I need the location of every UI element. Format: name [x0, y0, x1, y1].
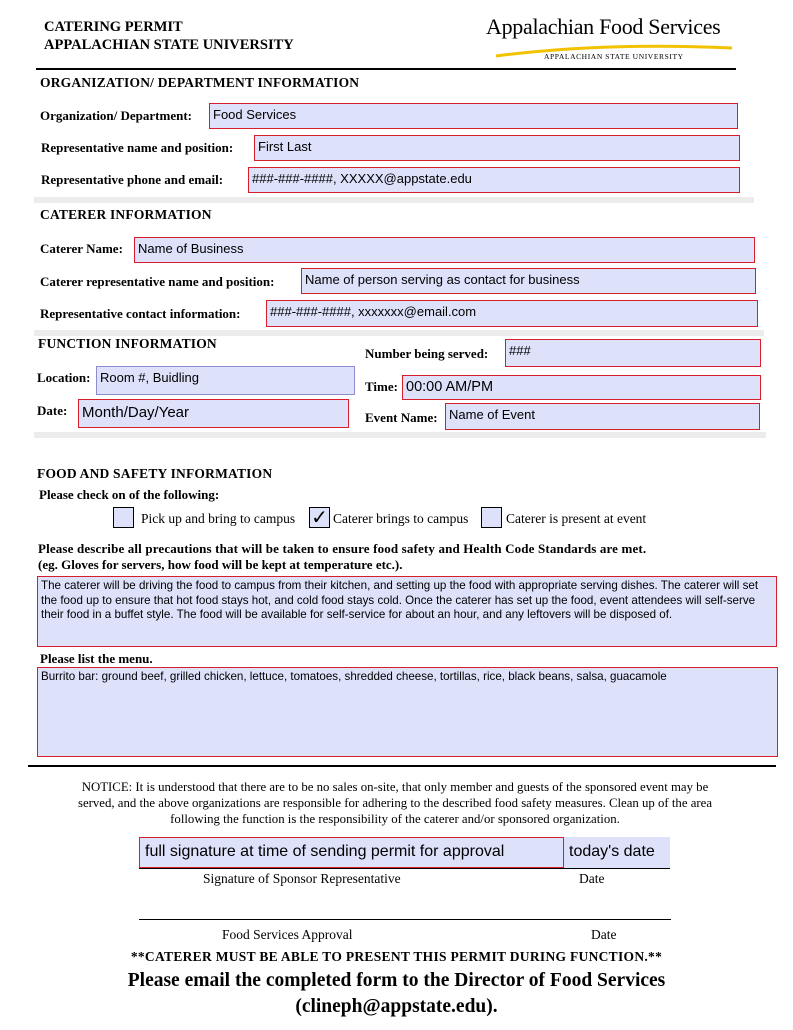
caterer-name-field[interactable]: Name of Business [134, 237, 755, 263]
org-contact-field[interactable]: ###-###-####, XXXXX@appstate.edu [248, 167, 740, 193]
caterer-contact-field[interactable]: ###-###-####, xxxxxxx@email.com [266, 300, 758, 327]
dept-label: Organization/ Department: [40, 108, 193, 123]
caterer-brings-option-label: Caterer brings to campus [333, 511, 469, 526]
caterer-present-checkbox[interactable] [481, 507, 502, 528]
notice-text [20, 779, 770, 827]
food-section-heading: FOOD AND SAFETY INFORMATION [37, 466, 273, 481]
time-label: Time: [365, 379, 398, 394]
check-mark-icon: ✓ [311, 505, 328, 529]
email-instruction [0, 968, 793, 1020]
approval-date-label: Date [591, 927, 617, 942]
precautions-prompt-line1: Please describe all precautions that will be taken to ensure food safety and Health Code Standards are met. [38, 541, 647, 556]
check-prompt: Please check on of the following: [39, 487, 220, 502]
caterer-present-option-label: Caterer is present at event [506, 511, 647, 526]
header-divider [36, 68, 736, 70]
logo-sub-text: APPALACHIAN STATE UNIVERSITY [544, 52, 684, 61]
precautions-prompt-line2: (eg. Gloves for servers, how food will be kept at temperature etc.). [38, 557, 403, 572]
menu-prompt: Please list the menu. [40, 651, 153, 666]
notice-line2: served, and the above organizations are responsible for adhering to the described food safety measures. Clean up of the area [77, 796, 713, 810]
function-section-divider [34, 432, 766, 438]
food-services-logo [486, 14, 738, 66]
time-field[interactable]: 00:00 AM/PM [402, 375, 761, 400]
org-rep-field[interactable]: First Last [254, 135, 740, 161]
date-label: Date: [37, 403, 68, 418]
signature-date-field[interactable]: today's date [564, 837, 670, 868]
event-name-field[interactable]: Name of Event [445, 403, 760, 430]
approval-label: Food Services Approval [222, 927, 353, 942]
email-instruction-line1: Please email the completed form to the Director of Food Services [127, 970, 666, 991]
location-label: Location: [37, 370, 91, 385]
caterer-rep-label: Caterer representative name and position: [40, 274, 275, 289]
notice-line1: NOTICE: It is understood that there are to be no sales on-site, that only member and guests of the sponsored event may be [81, 780, 709, 794]
org-contact-label: Representative phone and email: [41, 172, 224, 187]
notice-divider [28, 765, 776, 767]
menu-field[interactable]: Burrito bar: ground beef, grilled chicken, lettuce, tomatoes, shredded cheese, tortillas, rice, black beans, salsa, guacamole [37, 667, 778, 757]
location-field[interactable]: Room #, Buidling [96, 366, 355, 395]
caterer-section-heading: CATERER INFORMATION [40, 207, 212, 222]
caterer-brings-checkbox[interactable] [309, 507, 330, 528]
org-section-divider [34, 197, 754, 203]
date-field[interactable]: Month/Day/Year [78, 399, 349, 428]
dept-field[interactable]: Food Services [209, 103, 738, 129]
signature-date-label: Date [579, 871, 605, 886]
signature-field[interactable]: full signature at time of sending permit for approval [139, 837, 564, 868]
caterer-rep-field[interactable]: Name of person serving as contact for business [301, 268, 756, 294]
served-label: Number being served: [365, 346, 489, 361]
served-field[interactable]: ### [505, 339, 761, 367]
permit-title-line2: APPALACHIAN STATE UNIVERSITY [44, 37, 294, 53]
pickup-checkbox[interactable] [113, 507, 134, 528]
org-section-heading: ORGANIZATION/ DEPARTMENT INFORMATION [40, 75, 360, 90]
signature-line [139, 868, 670, 869]
pickup-option-label: Pick up and bring to campus [141, 511, 296, 526]
email-instruction-line2: (clineph@appstate.edu). [295, 996, 498, 1017]
caterer-contact-label: Representative contact information: [40, 306, 241, 321]
caterer-warning: **CATERER MUST BE ABLE TO PRESENT THIS PERMIT DURING FUNCTION.** [130, 949, 663, 964]
precautions-prompt [38, 541, 646, 573]
signature-label: Signature of Sponsor Representative [203, 871, 401, 886]
function-section-heading: FUNCTION INFORMATION [38, 336, 217, 351]
permit-title-line1: CATERING PERMIT [44, 19, 183, 35]
permit-title [44, 18, 294, 54]
approval-line [139, 919, 671, 920]
precautions-field[interactable]: The caterer will be driving the food to campus from their kitchen, and setting up the food with appropriate serving dishes. The caterer will set the food up to ensure that hot food stays hot, and cold food stays cold. Once the caterer has set up the food, event attendees will self-serve their food in a buffet style. The food will be available for self-service for about an hour, and any leftovers will be disposed of. [37, 576, 777, 647]
event-name-label: Event Name: [365, 410, 438, 425]
logo-main-text: Appalachian Food Services [486, 14, 721, 39]
org-rep-label: Representative name and position: [41, 140, 234, 155]
notice-line3: following the function is the responsibility of the caterer and/or sponsored organization. [170, 812, 620, 826]
caterer-name-label: Caterer Name: [40, 241, 123, 256]
